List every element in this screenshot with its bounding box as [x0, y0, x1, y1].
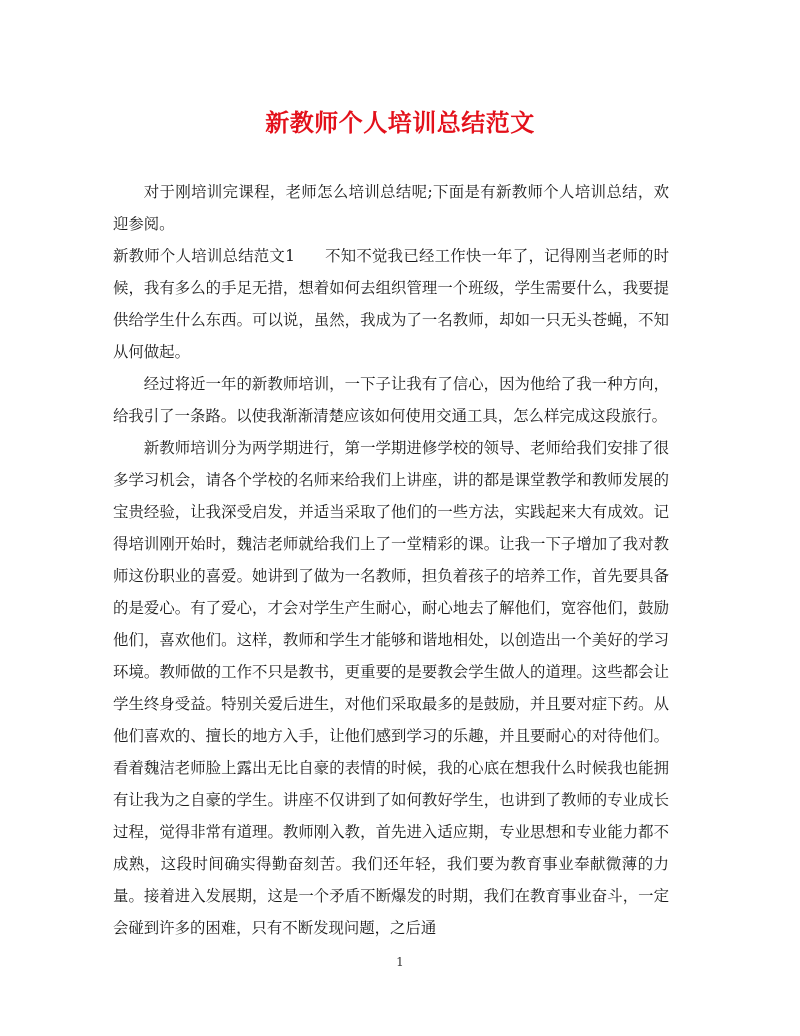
paragraph-2: 经过将近一年的新教师培训，一下子让我有了信心，因为他给了我一种方向，给我引了一条路。以使我渐渐清楚应该如何使用交通工具，怎么样完成这段旅行。 — [113, 375, 669, 425]
intro-paragraph: 对于刚培训完课程，老师怎么培训总结呢;下面是有新教师个人培训总结，欢迎参阅。 — [113, 183, 669, 233]
section-paragraph-1 — [113, 240, 669, 368]
document-body — [113, 176, 669, 944]
page-number: 1 — [396, 955, 404, 969]
section-heading: 新教师个人培训总结范文1 — [113, 247, 295, 265]
document-title: 新教师个人培训总结范文 — [265, 108, 535, 137]
paragraph-3: 新教师培训分为两学期进行，第一学期进修学校的领导、老师给我们安排了很多学习机会，请各个学校的名师来给我们上讲座，讲的都是课堂教学和教师发展的宝贵经验，让我深受启发，并适当采取了他们的一些方法，实践起来大有成效。记得培训刚开始时，魏洁老师就给我们上了一堂精彩的课。让我一下子增加了我对教师这份职业的喜爱。她讲到了做为一名教师，担负着孩子的培养工作，首先要具备的是爱心。有了爱心，才会对学生产生耐心，耐心地去了解他们，宽容他们，鼓励他们，喜欢他们。这样，教师和学生才能够和谐地相处，以创造出一个美好的学习环境。教师做的工作不只是教书，更重要的是要教会学生做人的道理。这些都会让学生终身受益。特别关爱后进生，对他们采取最多的是鼓励，并且要对症下药。从他们喜欢的、擅长的地方入手，让他们感到学习的乐趣，并且要耐心的对待他们。看着魏洁老师脸上露出无比自豪的表情的时候，我的心底在想我什么时候我也能拥有让我为之自豪的学生。讲座不仅讲到了如何教好学生，也讲到了教师的专业成长过程，觉得非常有道理。教师刚入教，首先进入适应期，专业思想和专业能力都不成熟，这段时间确实得勤奋刻苦。我们还年轻，我们要为教育事业奉献微薄的力量。接着进入发展期，这是一个矛盾不断爆发的时期，我们在教育事业奋斗，一定会碰到许多的困难，只有不断发现问题，之后通 — [113, 439, 669, 937]
section-first-paragraph: 不知不觉我已经工作快一年了，记得刚当老师的时候，我有多么的手足无措，想着如何去组织管理一个班级，学生需要什么，我要提供给学生什么东西。可以说，虽然，我成为了一名教师，却如一只无头苍蝇，不知从何做起。 — [113, 247, 669, 361]
